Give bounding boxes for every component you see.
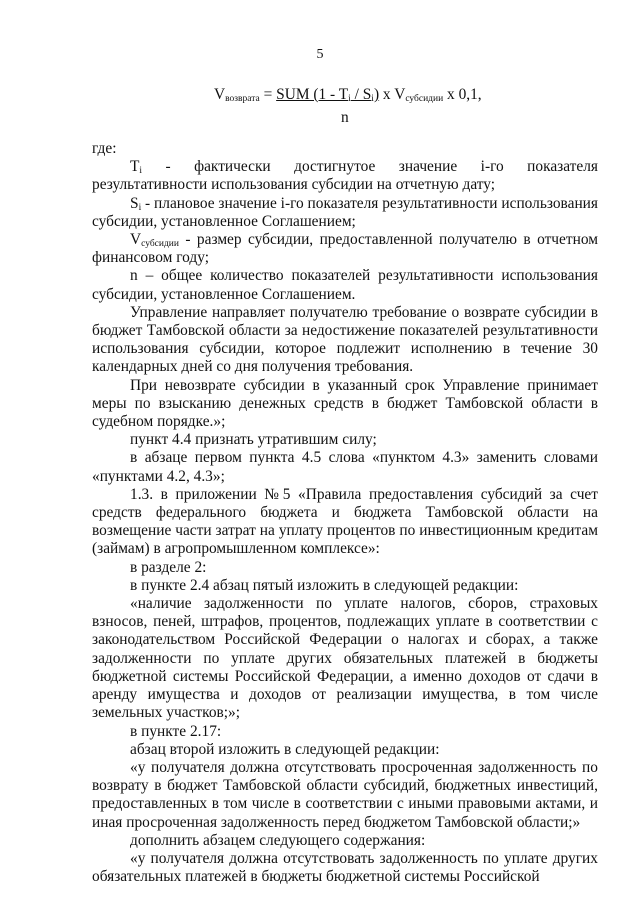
paragraph: в пункте 2.17: [130, 722, 222, 740]
ti-subscript: i [139, 166, 143, 177]
formula-denominator: n [341, 109, 349, 126]
paragraph: «у получателя должна отсутствовать просроченная задолженность по возврату в бюджет Тамбовской области субсидий, бюджетных инвестиций, предоставленных в том числе в соответствии с иными правовыми актами, и иная просроченная задолженность перед бюджетом Тамбовской области;» [92, 758, 598, 831]
paragraph: в разделе 2: [130, 558, 207, 576]
formula-tail: x 0,1, [443, 86, 482, 103]
where-label: где: [92, 140, 117, 157]
ti-text: - фактически достигнутое значение i-го показателя результативности использования субсидии на отчетную дату; [92, 158, 598, 194]
definition-si [92, 195, 598, 231]
paragraph: Управление направляет получателю требование о возврате субсидии в бюджет Тамбовской области за недостижение показателей результативности использования субсидии, которое подлежит исполнению в течение 30 календарных дней со дня получения требования. [92, 303, 598, 376]
definition-n: n – общее количество показателей результативности использования субсидии, установленное Соглашением. [92, 267, 598, 303]
paragraph: 1.3. в приложении №5 «Правила предоставления субсидий за счет средств федерального бюджета и бюджета Тамбовской области на возмещение части затрат на уплату процентов по инвестиционным кредитам (займам) в агропромышленном комплексе»: [92, 485, 598, 558]
formula-lhs-subscript: возврата [225, 94, 260, 104]
page-number: 5 [316, 47, 324, 62]
si-subscript: i [138, 202, 142, 213]
paragraph: абзац второй изложить в следующей редакции: [130, 740, 440, 758]
document-body [92, 140, 598, 886]
si-symbol: S [130, 194, 139, 212]
v-text: - размер субсидии, предоставленной получателю в отчетном финансовом году; [92, 231, 598, 267]
definition-ti [92, 158, 598, 194]
formula-close-paren: ) [373, 86, 380, 103]
paragraph: в абзаце первом пункта 4.5 слова «пунктом 4.3» заменить словами «пунктами 4.2, 4.3»; [92, 449, 598, 485]
paragraph: При невозврате субсидии в указанный срок Управление принимает меры по взысканию денежных средств в бюджет Тамбовской области в судебном порядке.»; [92, 376, 598, 431]
v-symbol: V [130, 231, 142, 249]
si-text: - плановое значение i-го показателя результативности использования субсидии, установленное Соглашением; [92, 194, 598, 230]
formula-mult-v: x V [379, 86, 406, 103]
paragraph: пункт 4.4 признать утратившим силу; [130, 431, 377, 449]
formula-ti-subscript: i [348, 94, 351, 104]
formula-equals: = [259, 86, 277, 103]
paragraph: «у получателя должна отсутствовать задолженность по уплате других обязательных платежей в бюджеты бюджетной системы Российской [92, 849, 598, 886]
formula-vsub-subscript: субсидии [405, 94, 444, 104]
paragraph: «наличие задолженности по уплате налогов, сборов, страховых взносов, пеней, штрафов, процентов, подлежащих уплате в соответствии с законодательством Российской Федерации о налогах и сборах, а также задолженности по уплате других обязательных платежей в бюджеты бюджетной системы Российской Федерации, а именно доходов от сдачи в аренду имущества и доходов от реализации имущества, в том числе земельных участков;»; [92, 595, 598, 722]
formula-slash-part: / S [350, 86, 372, 103]
ti-symbol: T [130, 158, 140, 176]
v-subscript: субсидии [141, 239, 179, 250]
formula-sum-part: SUM (1 - T [276, 86, 349, 103]
formula-lhs-symbol: V [214, 86, 226, 103]
refund-formula [214, 86, 482, 108]
formula-numerator [276, 86, 379, 103]
paragraph: в пункте 2.4 абзац пятый изложить в следующей редакции: [130, 576, 519, 594]
paragraph: дополнить абзацем следующего содержания: [130, 831, 426, 849]
formula-si-subscript: i [371, 94, 374, 104]
definition-v [92, 231, 598, 267]
